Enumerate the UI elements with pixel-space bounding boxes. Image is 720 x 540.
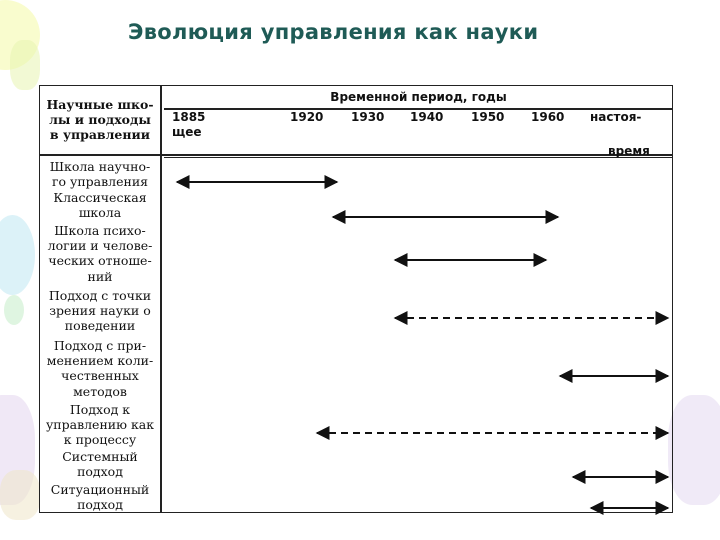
school-label: методов — [73, 383, 127, 399]
year-label: щее — [172, 125, 202, 139]
school-label: школа — [78, 205, 122, 221]
school-label: ний — [87, 268, 113, 284]
header-line: в управлении — [49, 127, 151, 142]
year-present: настоя- — [590, 110, 642, 124]
school-label: чественных — [61, 368, 139, 384]
school-label: Классическая — [53, 190, 147, 205]
school-label: логии и челове- — [47, 238, 153, 254]
school-label: Ситуационный — [50, 482, 150, 497]
header-line: Научные шко- — [46, 97, 154, 112]
year-1950: 1950 — [471, 110, 505, 124]
year-1930: 1930 — [351, 110, 385, 124]
year-present-cont: время — [608, 144, 650, 158]
slide-title: Эволюция управления как науки — [128, 20, 539, 44]
school-label: поведении — [64, 318, 136, 334]
year-1940: 1940 — [410, 110, 444, 124]
school-label: подход — [77, 497, 123, 513]
school-label: управлению как — [45, 417, 155, 433]
header-line: лы и подходы — [49, 112, 151, 127]
school-label: Школа психо- — [54, 223, 146, 238]
school-label: го управления — [51, 174, 149, 190]
year-label: 1885 — [172, 110, 206, 124]
year-1960: 1960 — [531, 110, 565, 124]
school-label: подход — [77, 464, 123, 480]
period-header: Временной период, годы — [330, 90, 507, 104]
school-label: менением коли- — [46, 353, 154, 369]
school-label: Подход с точки — [48, 288, 152, 303]
year-1920: 1920 — [290, 110, 324, 124]
school-label: Системный — [62, 449, 138, 464]
school-label: Школа научно- — [49, 159, 151, 174]
school-label: Подход к — [69, 402, 131, 417]
school-label: зрения науки о — [49, 303, 151, 319]
school-label: к процессу — [63, 432, 137, 448]
school-label: Подход с при- — [53, 338, 147, 353]
school-label: ческих отноше- — [48, 253, 152, 269]
